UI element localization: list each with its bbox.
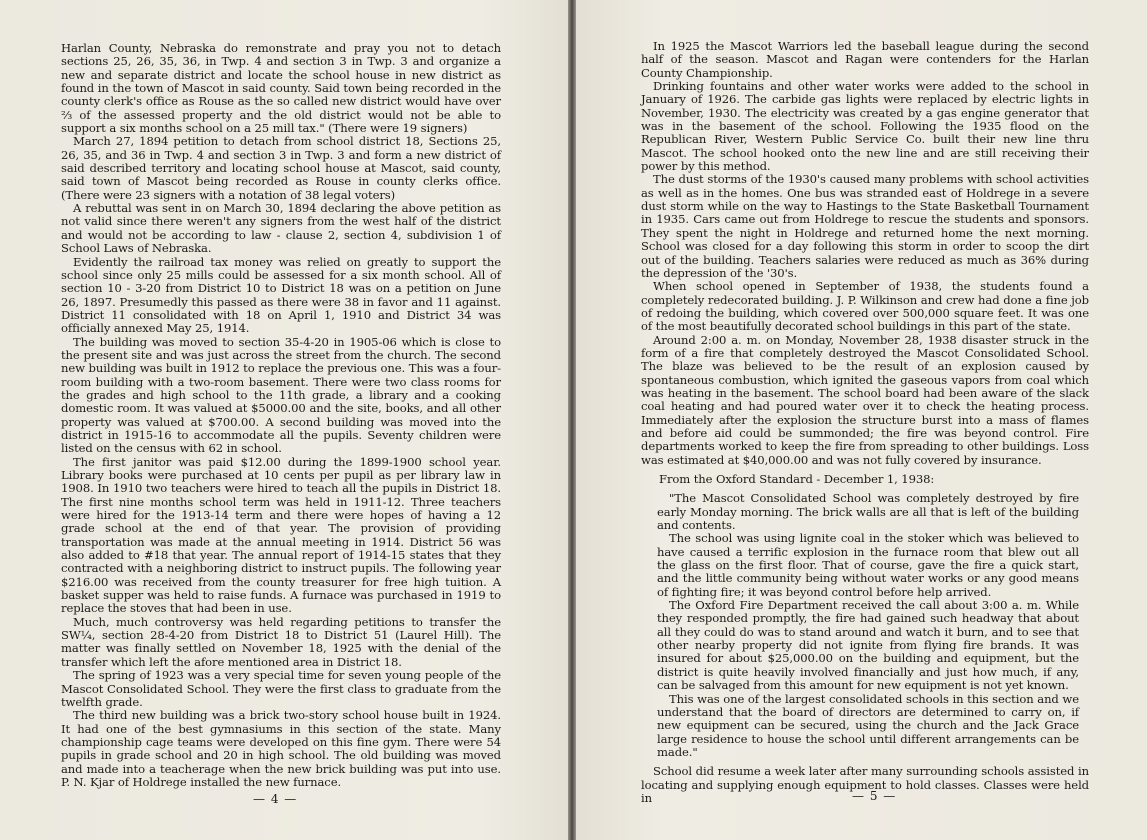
paragraph: When school opened in September of 1938, the students found a completely redecorated building. J. P. Wilkinson and crew had done a fine job of redoing the building, which covered over 500,000 square feet. It was one of the most beautifully decorated school buildings in this part of the state. <box>641 279 1089 334</box>
quote-paragraph: The school was using lignite coal in the stoker which was believed to have caused a terrific explosion in the furnace room that blew out all the glass on the first floor. That of course, gave the fire a quick start, and the little community being without water works or any good means of fighting fire; it was beyond control before help arrived. <box>657 531 1079 599</box>
paragraph: The first janitor was paid $12.00 during the 1899-1900 school year. Library books were purchased at 10 cents per pupil as per library law in 1908. In 1910 two teachers were hired to teach all the pupils in District 18. The first nine months school term was held in 1911-12. Three teachers were hired for the 1913-14 term and there were hopes of having a 12 grade school at the end of that year. The provision of providing transportation was made at the annual meeting in 1914. District 56 was also added to #18 that year. The annual report of 1914-15 states that they contracted with a neighboring district to instruct pupils. The following year $216.00 was received from the county treasurer for free high tuition. A basket supper was held to raise funds. A furnace was purchased in 1919 to replace the stoves that had been in use. <box>61 454 501 616</box>
paragraph: The dust storms of the 1930's caused many problems with school activities as well as in the homes. One bus was stranded east of Holdrege in a severe dust storm while on the way to Hastings to the State Basketball Tournament in 1935. Cars came out from Holdrege to rescue the students and sponsors. They spent the night in Holdrege and returned home the next morning. School was closed for a day following this storm in order to scoop the dirt out of the building. Teachers salaries were reduced as much as 36% during the depression of the '30's. <box>641 172 1089 280</box>
paragraph: The building was moved to section 35-4-20 in 1905-06 which is close to the present site and was just across the street from the church. The second new building was built in 1912 to replace the previous one. This was a four-room building with a two-room basement. There were two class rooms for the grades and high school to the 11th grade, a library and a cooking domestic room. It was valued at $5000.00 and the site, books, and all other property was valued at $700.00. A second building was moved into the district in 1915-16 to accommodate all the pupils. Seventy children were listed on the census with 62 in school. <box>61 334 501 456</box>
quote-paragraph: "The Mascot Consolidated School was completely destroyed by fire early Monday morning. The brick walls are all that is left of the building and contents. <box>657 491 1079 533</box>
paragraph: Evidently the railroad tax money was relied on greatly to support the school since only 25 mills could be assessed for a six month school. All of section 10 - 3-20 from District 10 to District 18 was on a petition on June 26, 1897. Presumedly this passed as there were 38 in favor and 11 against. District 11 consolidated with 18 on April 1, 1910 and District 34 was officially annexed May 25, 1914. <box>61 254 501 336</box>
paragraph: March 27, 1894 petition to detach from school district 18, Sections 25, 26, 35, and 36 in Twp. 4 and section 3 in Twp. 3 and form a new district of said described territory and locating school house at Mascot, said county, said town of Mascot being recorded as Rouse in county clerks office. (There were 23 signers with a notation of 38 legal voters) <box>61 134 501 202</box>
right-page-text <box>641 40 1089 805</box>
source-line: From the Oxford Standard - December 1, 1938: <box>659 472 935 486</box>
paragraph: Harlan County, Nebraska do remonstrate and pray you not to detach sections 25, 26, 35, 36, in Twp. 4 and section 3 in Twp. 3 and organize a new and separate district and locate the school house in new district as found in the town of Mascot in said county. Said town being recorded in the county clerk's office as Rouse as the so called new district would have over ⅔ of the assessed property and the old district would not be able to support a six months school on a 25 mill tax." (There were 19 signers) <box>61 41 501 136</box>
paragraph: Around 2:00 a. m. on Monday, November 28, 1938 disaster struck in the form of a fire that completely destroyed the Mascot Consolidated School. The blaze was believed to be the result of an explosion caused by spontaneous combustion, which ignited the gaseous vapors from coal which was heating in the basement. The school board had been aware of the slack coal heating and had poured water over it to check the heating process. Immediately after the explosion the structure burst into a mass of flames and before aid could be summonded; the fire was beyond control. Fire departments worked to keep the fire from spreading to other buildings. Loss was estimated at $40,000.00 and was not fully covered by insurance. <box>641 332 1089 467</box>
paragraph: A rebuttal was sent in on March 30, 1894 declaring the above petition as not valid since there weren't any signers from the west half of the district and would not be according to law - clause 2, section 4, subdivision 1 of School Laws of Nebraska. <box>61 201 501 256</box>
paragraph: The spring of 1923 was a very special time for seven young people of the Mascot Consolidated School. They were the first class to graduate from the twelfth grade. <box>61 668 501 709</box>
left-page-text <box>61 42 501 789</box>
paragraph: Drinking fountains and other water works were added to the school in January of 1926. The carbide gas lights were replaced by electric lights in November, 1930. The electricity was created by a gas engine generator that was in the basement of the school. Following the 1935 flood on the Republican River, Western Public Service Co. built their new line thru Mascot. The school hooked onto the new line and are still receiving their power by this method. <box>641 79 1089 174</box>
quote-paragraph: This was one of the largest consolidated schools in this section and we understand that the board of directors are determined to carry on, if new equipment can be secured, using the church and the Jack Grace large residence to house the school until different arrangements can be made." <box>657 691 1079 759</box>
paragraph: Much, much controversy was held regarding petitions to transfer the SW¼, section 28-4-20 from District 18 to District 51 (Laurel Hill). The matter was finally settled on November 18, 1925 with the denial of the transfer which left the afore mentioned area in District 18. <box>61 614 501 669</box>
closing-paragraph: School did resume a week later after many surrounding schools assisted in locating and supplying enough equipment to hold classes. Classes were held in <box>641 764 1089 805</box>
book-gutter <box>568 0 576 840</box>
paragraph: The third new building was a brick two-story school house built in 1924. It had one of the best gymnasiums in this section of the state. Many championship cage teams were developed on this fine gym. There were 54 pupils in grade school and 20 in high school. The old building was moved and made into a teacherage when the new brick building was put into use. P. N. Kjar of Holdrege installed the new furnace. <box>61 708 501 789</box>
left-page <box>0 0 568 840</box>
right-page <box>576 0 1147 840</box>
page-number: — 4 — <box>253 792 298 806</box>
quote-paragraph: The Oxford Fire Department received the call about 3:00 a. m. While they responded promptly, the fire had gained such headway that about all they could do was to stand around and watch it burn, and to see that other nearby property did not ignite from flying fire brands. It was insured for about $25,000.00 on the building and equipment, but the district is quite heavily involved financially and just how much, if any, can be salvaged from this amount for new equipment is not yet known. <box>657 598 1079 693</box>
page-number: — 5 — <box>852 789 897 803</box>
paragraph: In 1925 the Mascot Warriors led the baseball league during the second half of the season. Mascot and Ragan were contenders for the Harlan County Championship. <box>641 39 1089 80</box>
